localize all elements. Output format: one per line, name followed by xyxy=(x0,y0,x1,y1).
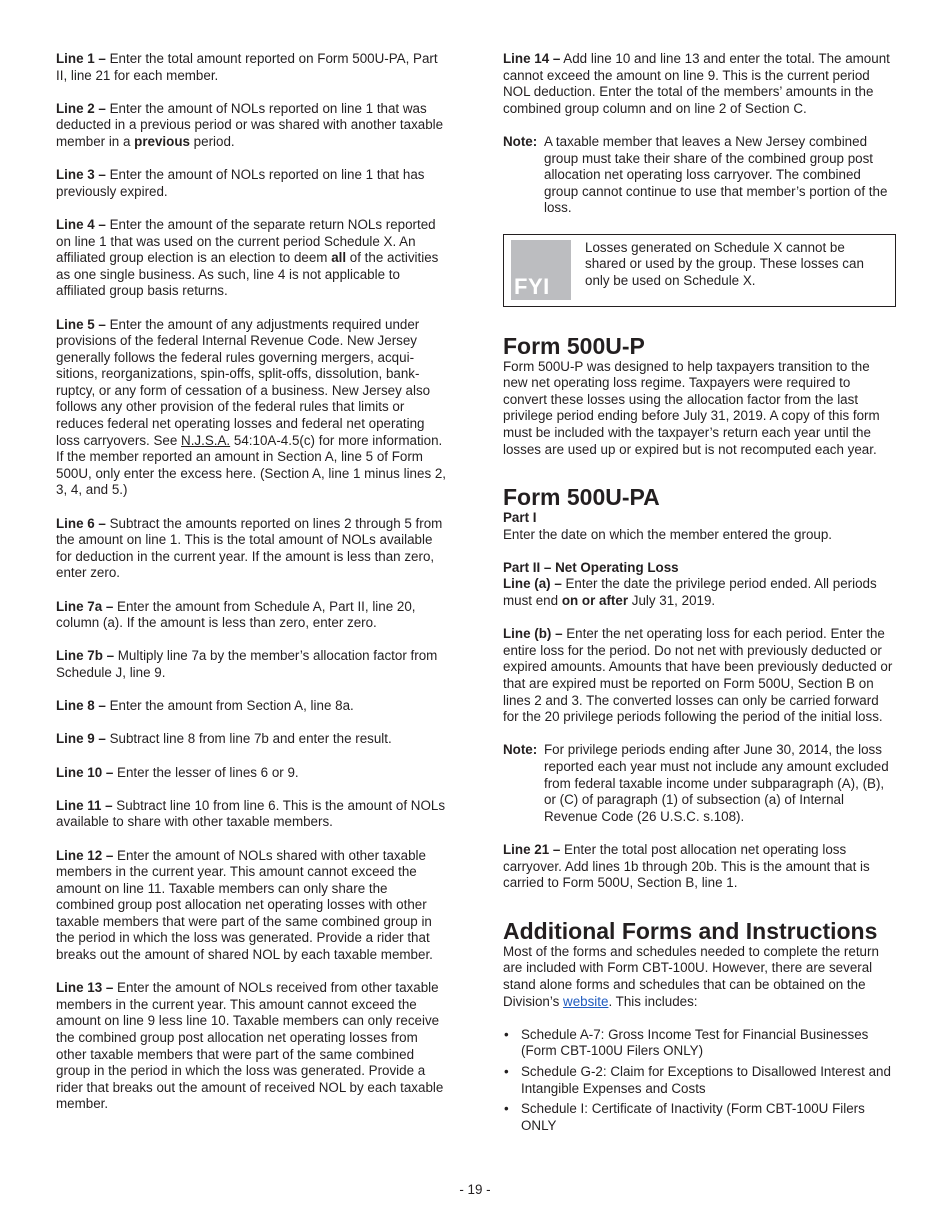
part-2-title: Part II – Net Operating Loss xyxy=(503,559,679,575)
list-item: • Schedule I: Certificate of Inactivity (Form CBT-100U Filers ONLY xyxy=(503,1101,896,1134)
note-text: For privilege periods ending after June 30, 2014, the loss reported each year must not include any amount excluded from federal taxable income under subparagraph (A), (B), or (C) of paragraph (1) of subsection (a) of Internal Revenue Code (26 U.S.C. s.108). xyxy=(544,742,889,824)
part-1-text: Enter the date on which the member entered the group. xyxy=(503,526,833,542)
form-500u-pa-heading: Form 500U-PA xyxy=(503,484,660,511)
line-9-instruction: Line 9 – Subtract line 8 from line 7b and enter the result. xyxy=(56,731,392,747)
line-6-instruction: Line 6 – Subtract the amounts reported on lines 2 through 5 from the amount on line 1. This is the total amount of NOLs available for deduction in the current year. If the amount is less than zero, enter zero. xyxy=(56,515,443,581)
line-12-instruction: Line 12 – Enter the amount of NOLs shared with other taxable members in the current year. This amount cannot exceed the amount on line 11. Taxable members can only share the combined group post allocation net operating losses with other taxable members that were part of the same combined group in the period in which the loss was generated. Provide a rider that breaks out the amount of shared NOL by each taxable member. xyxy=(56,847,433,963)
line-7a-instruction: Line 7a – Enter the amount from Schedule A, Part II, line 20, column (a). If the amount is less than zero, enter zero. xyxy=(56,598,416,631)
line-13-instruction: Line 13 – Enter the amount of NOLs received from other taxable members in the current year. This amount cannot exceed the amount on line 9 less line 10. Taxable members can only receive the combined group post allocation net operating losses from other taxable members that were part of the same combined group in the period in which the loss was generated. Provide a rider that breaks out the amount of received NOL by each taxable member. xyxy=(56,980,444,1112)
line-4-instruction: Line 4 – Enter the amount of the separate return NOLs reported on line 1 that was used on the current period Schedule X. An affiliated group election is an election to deem all of the activities as one single business. As such, line 4 is not applicable to affiliated group basis returns. xyxy=(56,216,439,299)
line-b-instruction: Line (b) – Enter the net operating loss for each period. Enter the entire loss for the period. Do not net with previously deducted or expired amounts. Amounts that have been previously deducted or that are expired must be reported on Form 500U, Section B on lines 2 and 3. The converted losses can only be carried forward for the 20 privilege periods following the period of the initial loss. xyxy=(503,626,893,725)
website-link[interactable]: website xyxy=(563,993,609,1009)
additional-forms-list xyxy=(503,1027,896,1135)
line-21-instruction: Line 21 – Enter the total post allocation net operating loss carryover. Add lines 1b through 20b. This is the amount that is carried to Form 500U, Section B, line 1. xyxy=(503,841,870,891)
note-label: Note: xyxy=(503,742,538,758)
line-1-instruction: Line 1 – Enter the total amount reported on Form 500U-PA, Part II, line 21 for each member. xyxy=(56,51,438,83)
note-label: Note: xyxy=(503,133,538,149)
note-leaving-member xyxy=(503,134,896,217)
additional-forms-text: Most of the forms and schedules needed to complete the return are included with Form CBT-100U. However, there are several stand alone forms and schedules that can be obtained on the Division’s website. This includes: xyxy=(503,943,879,1009)
form-500u-p-heading: Form 500U-P xyxy=(503,332,645,359)
line-7b-instruction: Line 7b – Multiply line 7a by the member’s allocation factor from Schedule J, line 9. xyxy=(56,648,438,680)
list-item: • Schedule A-7: Gross Income Test for Financial Businesses (Form CBT-100U Filers ONLY) xyxy=(503,1027,896,1060)
line-11-instruction: Line 11 – Subtract line 10 from line 6. This is the amount of NOLs available to share with other taxable members. xyxy=(56,797,446,830)
additional-forms-heading: Additional Forms and Instructions xyxy=(503,917,878,944)
note-privilege-periods xyxy=(503,742,896,825)
page-number: - 19 - xyxy=(459,1182,491,1197)
note-text: A taxable member that leaves a New Jersey combined group must take their share of the combined group post allocation net operating loss carryover. The combined group cannot continue to use that member’s portion of the loss. xyxy=(544,133,888,216)
line-14-instruction: Line 14 – Add line 10 and line 13 and enter the total. The amount cannot exceed the amount on line 9. This is the current period NOL deduction. Enter the total of the members’ amounts in the combined group column and on line 2 of Section C. xyxy=(503,51,890,116)
line-3-instruction: Line 3 – Enter the amount of NOLs reported on line 1 that has previously expired. xyxy=(56,167,425,199)
line-8-instruction: Line 8 – Enter the amount from Section A, line 8a. xyxy=(56,698,354,714)
line-5-instruction: Line 5 – Enter the amount of any adjustments required under provisions of the federal Internal Revenue Code. New Jersey generally follows the federal rules governing mergers, acquisitions, reorganizations, spin-offs, split-offs, dissolution, bankruptcy, or any form of cessation of a business. New Jersey also follows any other provision of the federal rules that limits or reduces federal net operating losses and federal net operating loss carryovers. See N.J.S.A. 54:10A-4.5(c) for more information. If the member reported an amount in Section A, line 5 of Form 500U, only enter the excess here. (Section A, line 1 minus lines 2, 3, 4, and 5.) xyxy=(56,316,447,498)
fyi-icon: FYI xyxy=(511,240,571,300)
list-item: • Schedule G-2: Claim for Exceptions to Disallowed Interest and Intangible Expenses and Costs xyxy=(503,1064,896,1097)
form-500u-p-description: Form 500U-P was designed to help taxpayers transition to the new net operating loss regime. Taxpayers were required to convert these losses using the allocation factor from the last privilege period ending before July 31, 2019. A copy of this form must be included with the taxpayer’s return each year until the losses are used up or expired but is not recomputed each year. xyxy=(503,358,880,457)
left-column xyxy=(56,51,448,1130)
line-2-instruction: Line 2 – Enter the amount of NOLs reported on line 1 that was deducted in a previous period or was shared with another taxable member in a previous period. xyxy=(56,100,444,149)
line-a-instruction: Line (a) – Enter the date the privilege period ended. All periods must end on or after July 31, 2019. xyxy=(503,576,877,609)
right-column xyxy=(503,51,896,1138)
fyi-box xyxy=(503,234,896,307)
fyi-text: Losses generated on Schedule X cannot be shared or used by the group. These losses can only be used on Schedule X. xyxy=(585,239,864,288)
line-10-instruction: Line 10 – Enter the lesser of lines 6 or 9. xyxy=(56,764,299,780)
part-1-title: Part I xyxy=(503,510,537,526)
njsa-reference: N.J.S.A. xyxy=(181,432,231,448)
